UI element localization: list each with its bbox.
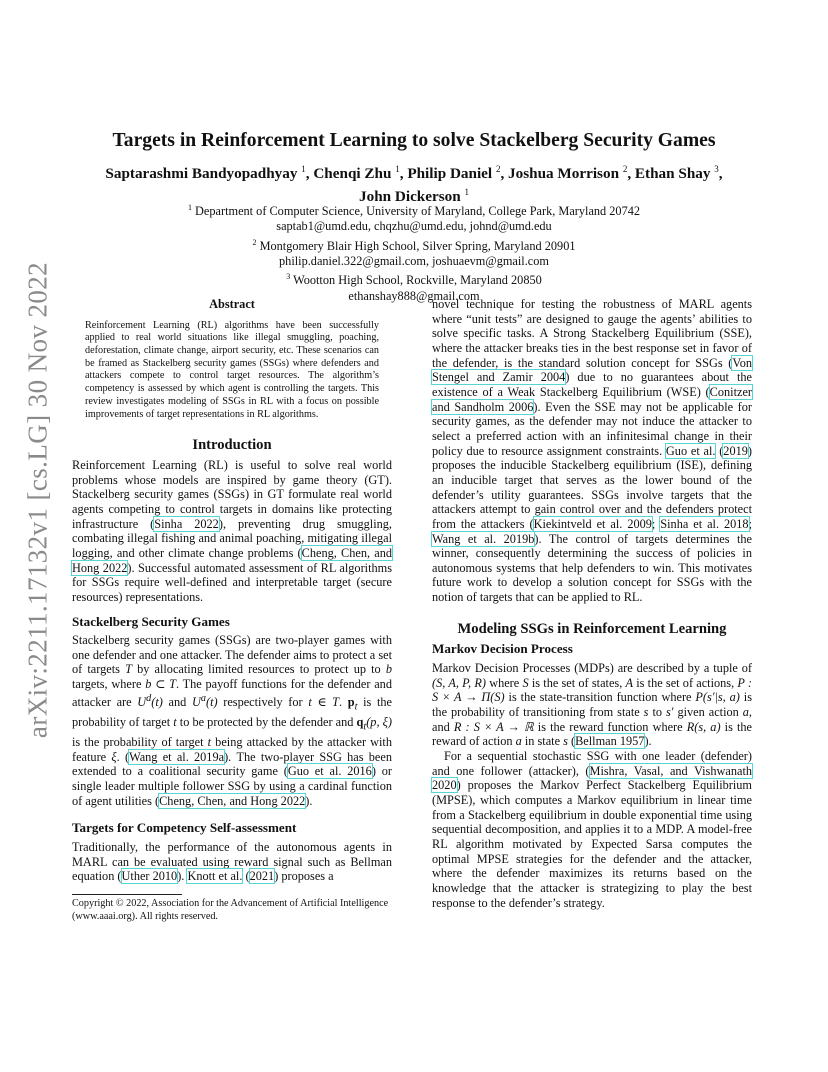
- citation-link[interactable]: Guo et al. 2016: [287, 764, 372, 779]
- ssg-paragraph: Stackelberg security games (SSGs) are two-player games with one defender and one attacker. The defender aims to protect a set of targets T by allocating limited resources to protect up to b targets, where b ⊂ T. The payoff functions for the defender and attacker are $U^d(t)$ and $U^a(t)$ respectively for t ∈ T. $p_t$ is the probability of target t to be protected by the defender and $q_t(p$, ξ) is the probability of target t being attacked by the attacker with feature ξ. (Wang et al. 2019a). The two-player SSG has been extended to a coalitional security game (Guo et al. 2016) or single leader multiple follower SSG by using a cardinal function of agent utilities (Cheng, Chen, and Hong 2022).: [72, 633, 393, 808]
- affil-mark: 1: [187, 203, 192, 212]
- affiliation-emails: saptab1@umd.edu, chqzhu@umd.edu, johnd@umd.edu: [276, 219, 552, 234]
- mdp-paragraph: Markov Decision Processes (MDPs) are described by a tuple of (S, A, P, R) where S is the set of states, A is the set of actions, P : S × A → Π(S) is the state-transition function where P(s′|s, a) is the probability of transitioning from state s to s′ given action a, and R : S × A → ℝ is the reward function where R(s, a) is the reward of action a in state s (Bellman 1957).: [432, 661, 753, 749]
- abstract-heading: Abstract: [209, 297, 255, 311]
- affil-mark: 1: [301, 164, 306, 174]
- affiliations: [72, 200, 756, 304]
- paper-title: Targets in Reinforcement Learning to solve Stackelberg Security Games: [112, 130, 716, 151]
- affiliation: Department of Computer Science, University of Maryland, College Park, Maryland 20742: [195, 204, 641, 219]
- left-column: [72, 297, 392, 923]
- affil-mark: 3: [714, 164, 719, 174]
- citation-link[interactable]: Bellman 1957: [575, 734, 645, 749]
- citation-link[interactable]: Wang et al. 2019b: [432, 531, 535, 546]
- targets-paragraph: Traditionally, the performance of the autonomous agents in MARL can be evaluated using reward signal such as Bellman equation (Uther 2010). Knott et al. (2021) proposes a: [72, 840, 392, 884]
- author-name: , Ethan Shay: [627, 165, 715, 183]
- citation-link[interactable]: Cheng, Chen, and Hong 2022: [159, 793, 306, 808]
- citation-link[interactable]: Mishra, Vasal, and Vishwanath 2020: [432, 763, 753, 793]
- footnote-rule: [72, 894, 182, 895]
- affil-mark: 1: [395, 164, 400, 174]
- mpse-paragraph: For a sequential stochastic SSG with one leader (defender) and one follower (attacker), (Mishra, Vasal, and Vishwanath 2020) proposes the Markov Perfect Stackelberg Equilibrium (MPSE), which computes a Markov equilibrium in linear time from a Stackelberg equilibrium in double exponential time using sequential decomposition, and applies it to a MDP. A model-free RL algorithm motivated by Expected Sarsa computes the optimal MPSE strategies for the defender and the attacker, where the defender maximizes its returns based on the knowledge that the attacker is strategizing to play the best response to the defender’s strategy.: [432, 749, 753, 910]
- author-name: , Joshua Morrison: [500, 165, 623, 183]
- citation-link[interactable]: Uther 2010: [121, 869, 178, 884]
- ssg-heading: Stackelberg Security Games: [72, 613, 230, 629]
- citation-link[interactable]: Knott et al.: [187, 869, 243, 884]
- citation-link[interactable]: Cheng, Chen, and Hong 2022: [72, 545, 392, 575]
- robustness-paragraph: novel technique for testing the robustness of MARL agents where “unit tests” are designed to gauge the agents’ abilities to solve specific tasks. A Strong Stackelberg Equilibrium (SSE), where the attacker breaks ties in the best response set in favor of the defender, is the standard solution concept for SSGs (Von Stengel and Zamir 2004) due to no guarantees about the existence of a Weak Stackelberg Equilibrium (WSE) (Conitzer and Sandholm 2006). Even the SSE may not be applicable for security games, as the defender may not induce the attacker to select a preferred action with an infinitesimal change in their policy due to resource assignment constraints. Guo et al. (2019) proposes the inducible Stackelberg equilibrium (ISE), defining an inducible target that serves as the lower bound of the defender’s utility guarantees. SSGs involve targets that the attackers attempt to gain control over and the defenders protect from the attackers (Kiekintveld et al. 2009; Sinha et al. 2018; Wang et al. 2019b). The control of targets determines the winner, consequently determining the success of policies in autonomous systems that help defenders to win. This motivates future work to develop a solution concept for SSGs with the notion of targets that can be applied to RL.: [432, 297, 753, 605]
- author-name: John Dickerson: [359, 188, 465, 206]
- affiliation-emails: philip.daniel.322@gmail.com, joshuaevm@gmail.com: [279, 254, 549, 269]
- citation-link[interactable]: 2019: [723, 443, 748, 458]
- affil-mark: 3: [286, 272, 291, 282]
- arxiv-stamp: [18, 261, 58, 739]
- copyright-notice: Copyright © 2022, Association for the Advancement of Artificial Intelligence (www.aaai.org). All rights reserved.: [72, 898, 389, 922]
- affiliation-emails: ethanshay888@gmail.com: [348, 288, 480, 303]
- modeling-heading: Modeling SSGs in Reinforcement Learning: [457, 620, 727, 637]
- citation-link[interactable]: Guo et al.: [665, 443, 716, 458]
- citation-link[interactable]: Conitzer and Sandholm 2006: [432, 384, 752, 414]
- affil-mark: 1: [464, 187, 469, 198]
- affil-mark: 2: [622, 164, 628, 174]
- intro-paragraph: Reinforcement Learning (RL) is useful to solve real world problems whose models are inspired by game theory (GT). Stackelberg security games (SSGs) in GT formulate real world agents competing to control targets in domains like protecting infrastructure (Sinha 2022), preventing drug smuggling, combating illegal fishing and animal poaching, mitigating illegal logging, and other climate change problems (Cheng, Chen, and Hong 2022). Successful automated assessment of RL algorithms for SSGs require well-defined and interpretable target (secure resources) representations.: [72, 457, 392, 604]
- citation-link[interactable]: Sinha et al. 2018: [660, 516, 749, 531]
- citation-link[interactable]: Kiekintveld et al. 2009: [533, 516, 652, 531]
- affiliation: Montgomery Blair High School, Silver Spring, Maryland 20901: [259, 238, 576, 253]
- mdp-heading: Markov Decision Process: [432, 641, 573, 657]
- affil-mark: 2: [495, 164, 501, 174]
- citation-link[interactable]: Sinha 2022: [154, 516, 219, 531]
- citation-link[interactable]: Wang et al. 2019a: [129, 749, 225, 764]
- author-name: Saptarashmi Bandyopadhyay: [105, 165, 302, 183]
- author-sep: ,: [718, 165, 723, 183]
- intro-heading: Introduction: [192, 437, 272, 454]
- citation-link[interactable]: Von Stengel and Zamir 2004: [432, 355, 752, 385]
- author-name: , Chenqi Zhu: [305, 165, 396, 183]
- citation-link[interactable]: 2021: [249, 869, 275, 884]
- author-name: , Philip Daniel: [399, 165, 496, 183]
- targets-heading: Targets for Competency Self-assessment: [72, 820, 297, 836]
- affil-mark: 2: [252, 237, 257, 247]
- affiliation: Wootton High School, Rockville, Maryland 20850: [293, 273, 542, 288]
- abstract-text: Reinforcement Learning (RL) algorithms have been successfully applied to real world situations like illegal smuggling, poaching, deforestation, climate change, airport security, etc. These scenarios can be framed as Stackelberg security games (SSGs) where defenders and attackers compete to control target resources. The algorithm’s competency is assessed by which agent is controlling the targets. This review investigates modeling of SSGs in RL with a focus on possible improvements of target representations in RL algorithms.: [85, 319, 379, 420]
- arxiv-id: arXiv:2211.17132v1 [cs.LG] 30 Nov 2022: [22, 261, 53, 739]
- right-column: [432, 297, 752, 910]
